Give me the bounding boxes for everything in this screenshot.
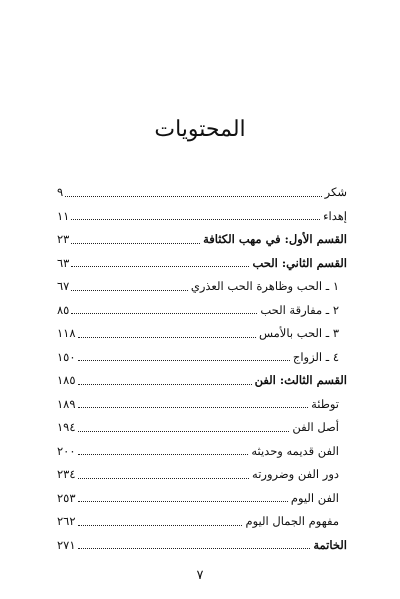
toc-entry [57,392,347,416]
toc-entry-label: القسم الثاني: الحب [252,255,347,270]
toc-entry-page-number: ٦٧ [57,279,70,293]
toc-entry [57,251,347,275]
toc-entry-page-number: ١١ [57,208,70,223]
toc-entry-page-number: ٢٣٤ [57,467,76,481]
toc-entry-page-number: ١٨٩ [57,396,76,411]
table-of-contents [57,180,347,556]
toc-entry [57,439,347,463]
toc-entry-page-number: ٢٠٠ [57,443,76,458]
toc-entry-leader-dots [78,392,309,409]
toc-entry-leader-dots [78,321,256,338]
toc-entry-leader-dots [71,251,249,268]
toc-entry-leader-dots [71,274,187,291]
toc-entry-label: إهداء [323,208,347,223]
toc-entry-leader-dots [78,439,249,456]
toc-entry [57,180,347,204]
toc-entry-page-number: ١٨٥ [57,373,76,387]
toc-entry-label: ٣ ـ الحب بالأمس [258,326,339,340]
toc-entry-leader-dots [78,345,290,362]
toc-entry [57,533,347,557]
toc-entry [57,298,347,322]
toc-entry [57,274,347,298]
toc-entry-page-number: ٦٣ [57,255,70,270]
toc-entry-label: ٢ ـ مفارقة الحب [260,302,339,317]
toc-entry-label: القسم الأول: في مهب الكثافة [203,232,347,246]
toc-entry [57,415,347,439]
toc-entry-page-number: ٢٦٢ [57,514,76,528]
toc-entry-leader-dots [78,533,311,550]
toc-entry-page-number: ٢٥٣ [57,490,76,505]
toc-entry-page-number: ١٥٠ [57,349,76,364]
toc-entry-leader-dots [71,204,320,221]
toc-entry-leader-dots [71,298,257,315]
toc-entry-label: أصل الفن [292,420,339,434]
toc-entry-page-number: ٩ [57,185,64,199]
toc-entry [57,321,347,345]
toc-entry-label: مفهوم الجمال اليوم [245,514,339,528]
toc-entry [57,486,347,510]
toc-entry-label: الفن قديمه وحديثه [251,443,339,458]
toc-entry [57,368,347,392]
toc-entry [57,345,347,369]
toc-entry-leader-dots [78,462,250,479]
toc-entry-label: ٤ ـ الزواج [292,349,339,364]
toc-entry-page-number: ٢٣ [57,232,70,246]
toc-entry-leader-dots [71,227,200,244]
toc-entry-leader-dots [65,180,321,197]
toc-entry-label: ١ ـ الحب وظاهرة الحب العذري [190,279,339,293]
toc-entry-page-number: ٢٧١ [57,537,76,552]
page-title: المحتويات [154,117,246,142]
toc-entry-label: الخاتمة [313,537,347,552]
toc-entry [57,204,347,228]
toc-entry-label: الفن اليوم [290,490,339,505]
toc-entry-label: دور الفن وضرورته [252,467,339,481]
page-number: ٧ [196,568,204,583]
toc-entry-page-number: ١١٨ [57,326,76,340]
toc-entry [57,462,347,486]
toc-entry-label: شكر [324,185,347,199]
toc-entry-page-number: ٨٥ [57,302,70,317]
toc-entry-leader-dots [78,368,252,385]
toc-entry-leader-dots [78,486,288,503]
toc-entry [57,509,347,533]
toc-entry-label: توطئة [311,396,339,411]
toc-entry-page-number: ١٩٤ [57,420,76,434]
toc-entry-leader-dots [78,509,243,526]
toc-entry-leader-dots [78,415,290,432]
toc-entry [57,227,347,251]
toc-entry-label: القسم الثالث: الفن [254,373,347,387]
